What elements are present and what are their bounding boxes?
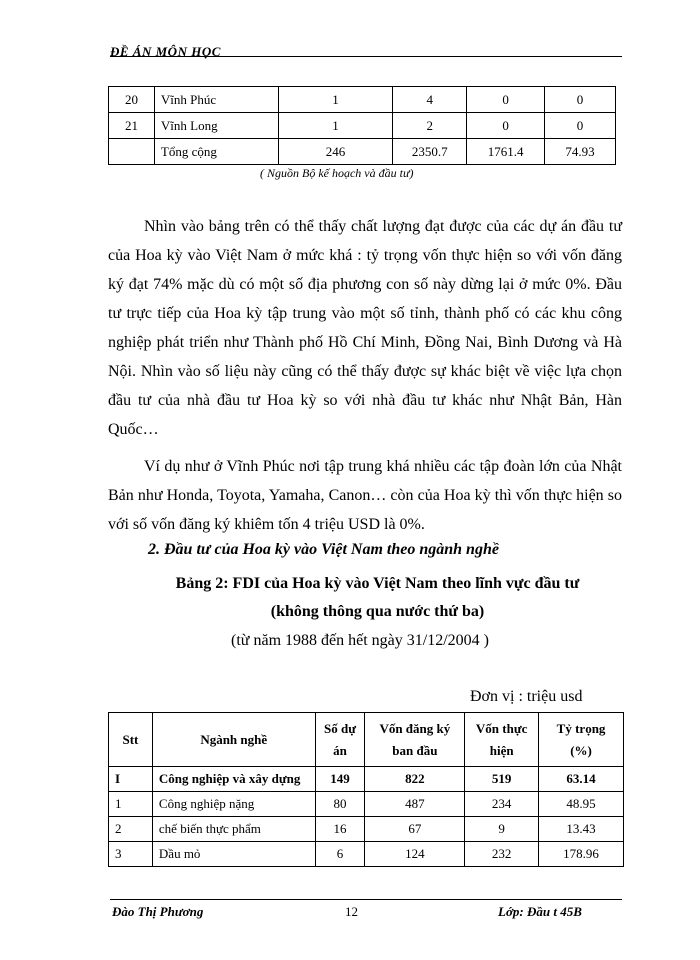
table-cell: Vĩnh Long bbox=[154, 113, 278, 139]
table-cell: 13.43 bbox=[539, 817, 624, 842]
table-cell: 4 bbox=[393, 87, 467, 113]
table-cell: 519 bbox=[465, 767, 539, 792]
table-cell: 1 bbox=[278, 113, 393, 139]
table-cell: 487 bbox=[365, 792, 465, 817]
table-cell: 2 bbox=[109, 817, 153, 842]
table-row bbox=[109, 767, 624, 792]
table-cell: 63.14 bbox=[539, 767, 624, 792]
table-row bbox=[109, 113, 616, 139]
paragraph-text: Nhìn vào bảng trên có thể thấy chất lượng đạt được của các dự án đầu tư của Hoa kỳ vào Việt Nam ở mức khá : tỷ trọng vốn thực hiện so với vốn đăng ký đạt 74% mặc dù có một số địa phương con số này dừng lại ở mức 0%. Đầu tư trực tiếp của Hoa kỳ tập trung vào một số tỉnh, thành phố có các khu công nghiệp phát triển như Thành phố Hồ Chí Minh, Đồng Nai, Bình Dương và Hà Nội. Nhìn vào số liệu này cũng có thể thấy được sự khác biệt về việc lựa chọn đầu tư của nhà đầu tư Hoa kỳ so với nhà đầu tư khác như Nhật Bản, Hàn Quốc… bbox=[108, 218, 622, 438]
table-source-note: ( Nguồn Bộ kế hoạch và đầu tư) bbox=[260, 166, 414, 180]
footer-rule bbox=[110, 899, 622, 900]
table-cell: I bbox=[109, 767, 153, 792]
table-header-row bbox=[109, 713, 624, 767]
table-cell: 1761.4 bbox=[467, 139, 545, 165]
table-cell: 124 bbox=[365, 842, 465, 867]
table-cell: 3 bbox=[109, 842, 153, 867]
paragraph-text: Ví dụ như ở Vĩnh Phúc nơi tập trung khá nhiều các tập đoàn lớn của Nhật Bản như Honda, Toyota, Yamaha, Canon… còn của Hoa kỳ thì vốn thực hiện so với số vốn đăng ký khiêm tốn 4 triệu USD là 0%. bbox=[108, 458, 622, 533]
table-cell: 822 bbox=[365, 767, 465, 792]
table-cell: 20 bbox=[109, 87, 155, 113]
table-cell: 21 bbox=[109, 113, 155, 139]
page-number: 12 bbox=[345, 904, 358, 919]
table-cell: 1 bbox=[109, 792, 153, 817]
column-header-von-dang-ky: Vốn đăng ký ban đầu bbox=[365, 713, 465, 767]
header-rule bbox=[110, 56, 622, 57]
table-row bbox=[109, 842, 624, 867]
table-row bbox=[109, 87, 616, 113]
column-header-von-thuc-hien: Vốn thực hiện bbox=[465, 713, 539, 767]
table-cell: 149 bbox=[315, 767, 365, 792]
table-cell: 16 bbox=[315, 817, 365, 842]
table-cell: 80 bbox=[315, 792, 365, 817]
page-header bbox=[110, 44, 622, 60]
table-cell: 234 bbox=[465, 792, 539, 817]
table-cell: 178.96 bbox=[539, 842, 624, 867]
table-cell: Công nghiệp nặng bbox=[152, 792, 315, 817]
table-row bbox=[109, 817, 624, 842]
table-row bbox=[109, 792, 624, 817]
section-heading: 2. Đầu tư của Hoa kỳ vào Việt Nam theo ngành nghề bbox=[148, 541, 499, 558]
table-cell: 48.95 bbox=[539, 792, 624, 817]
table-cell: 0 bbox=[545, 113, 616, 139]
table-2-unit: Đơn vị : triệu usd bbox=[470, 688, 583, 705]
footer-class: Lớp: Đầu t 45B bbox=[498, 904, 582, 919]
header-title: ĐỀ ÁN MÔN HỌC bbox=[110, 44, 221, 59]
table-2-period: (từ năm 1988 đến hết ngày 31/12/2004 ) bbox=[231, 632, 489, 649]
footer-author: Đào Thị Phương bbox=[112, 904, 204, 919]
table-1-continuation bbox=[108, 86, 616, 165]
table-2-title: Bảng 2: FDI của Hoa kỳ vào Việt Nam theo lĩnh vực đầu tư bbox=[175, 575, 580, 592]
table-cell: 232 bbox=[465, 842, 539, 867]
table-cell: Công nghiệp và xây dựng bbox=[152, 767, 315, 792]
table-cell: 9 bbox=[465, 817, 539, 842]
table-cell: 2 bbox=[393, 113, 467, 139]
table-cell: 0 bbox=[467, 87, 545, 113]
table-cell: 6 bbox=[315, 842, 365, 867]
column-header-so-du-an: Số dự án bbox=[315, 713, 365, 767]
table-2 bbox=[108, 712, 624, 867]
table-cell: 74.93 bbox=[545, 139, 616, 165]
column-header-ty-trong: Tỷ trọng (%) bbox=[539, 713, 624, 767]
table-cell: 246 bbox=[278, 139, 393, 165]
column-header-stt: Stt bbox=[109, 713, 153, 767]
table-row-total bbox=[109, 139, 616, 165]
table-cell: 0 bbox=[545, 87, 616, 113]
table-cell: 67 bbox=[365, 817, 465, 842]
table-cell: Tổng cộng bbox=[154, 139, 278, 165]
table-2-subtitle: (không thông qua nước thứ ba) bbox=[270, 603, 485, 620]
body-paragraph-1 bbox=[108, 212, 622, 444]
table-cell: chế biến thực phẩm bbox=[152, 817, 315, 842]
table-cell: Vĩnh Phúc bbox=[154, 87, 278, 113]
table-cell: Dầu mỏ bbox=[152, 842, 315, 867]
table-cell: 0 bbox=[467, 113, 545, 139]
table-cell bbox=[109, 139, 155, 165]
column-header-nganh-nghe: Ngành nghề bbox=[152, 713, 315, 767]
body-paragraph-2 bbox=[108, 452, 622, 539]
table-cell: 1 bbox=[278, 87, 393, 113]
table-cell: 2350.7 bbox=[393, 139, 467, 165]
